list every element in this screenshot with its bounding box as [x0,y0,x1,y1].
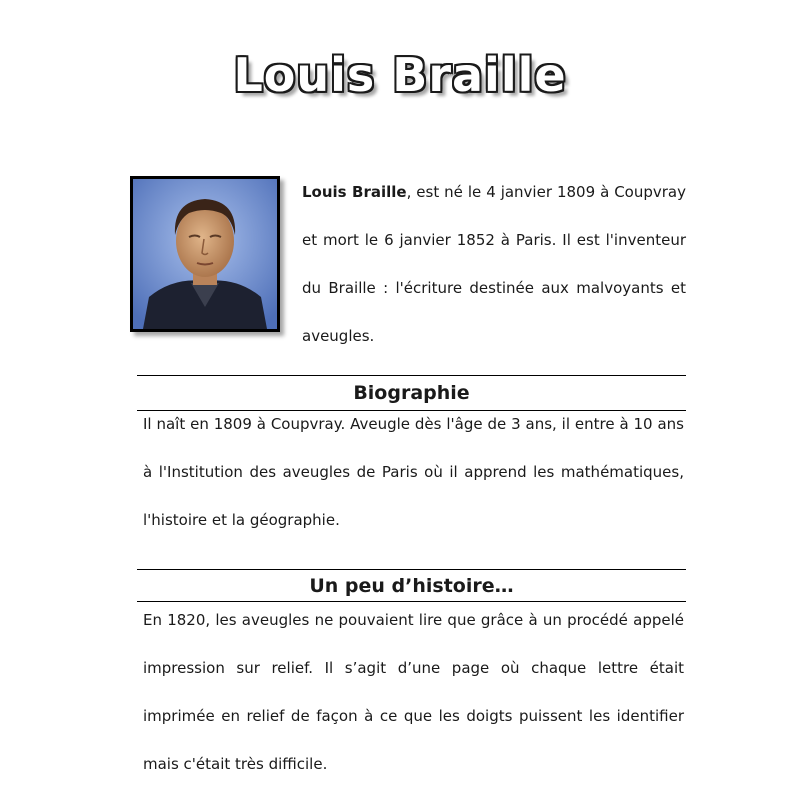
intro-paragraph [302,168,686,360]
section-heading-biographie: Biographie [353,382,470,404]
section-heading-histoire: Un peu d’histoire… [309,575,514,597]
section-divider-top [137,569,686,570]
subject-name: Louis Braille [302,183,407,201]
section-text-histoire: En 1820, les aveugles ne pouvaient lire que grâce à un procédé appelé impression sur relief. Il s’agit d’une page où chaque lettre était imprimée en relief de façon à ce que les doigts puissent les identifier mais c'était très difficile. [143,611,684,773]
intro-text: , est né le 4 janvier 1809 à Coupvray et mort le 6 janvier 1852 à Paris. Il est l'inventeur du Braille : l'écriture destinée aux malvoyants et aveugles. [302,183,686,345]
section-divider-top [137,375,686,376]
page-title: Louis Braille [233,48,567,102]
section-text-biographie: Il naît en 1809 à Coupvray. Aveugle dès l'âge de 3 ans, il entre à 10 ans à l'Institution des aveugles de Paris où il apprend les mathématiques, l'histoire et la géographie. [143,415,684,529]
portrait-illustration [133,179,277,329]
portrait-image [130,176,280,332]
